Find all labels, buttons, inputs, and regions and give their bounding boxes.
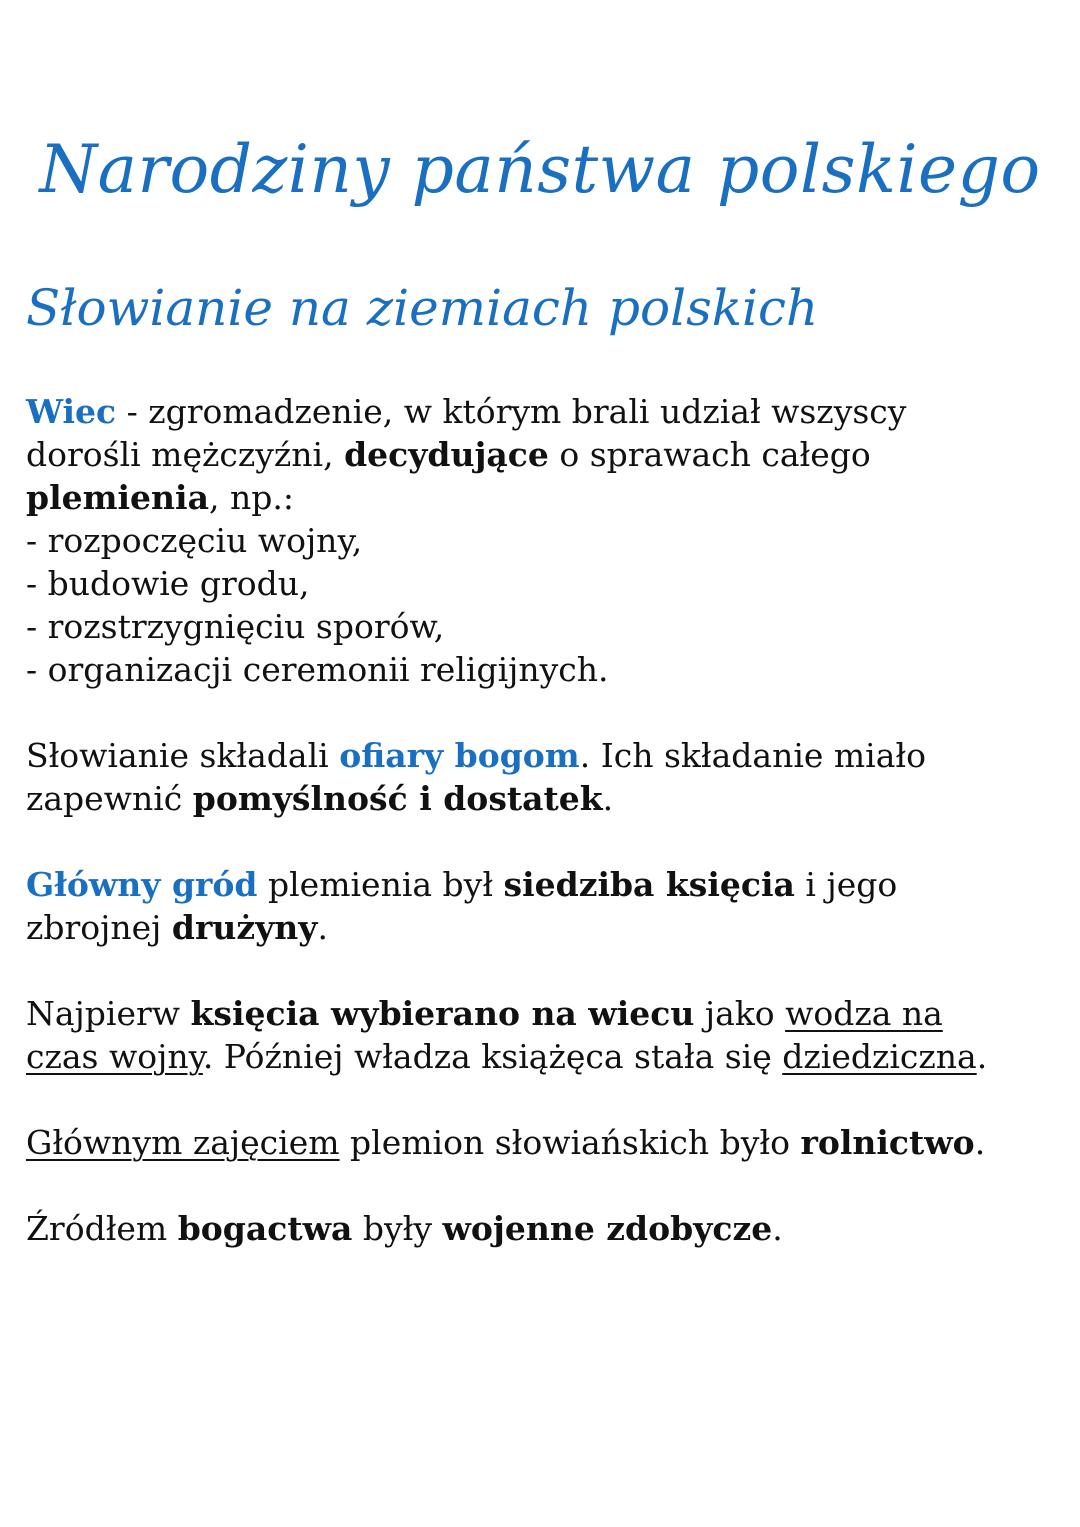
text: o sprawach całego xyxy=(548,435,871,474)
text: plemion słowiańskich było xyxy=(339,1123,801,1162)
bold-text: księcia wybierano na wiecu xyxy=(190,994,695,1033)
bold-text: plemienia xyxy=(26,478,209,517)
text: Źródłem xyxy=(26,1209,178,1248)
page-title: Narodziny państwa polskiego xyxy=(39,131,1041,208)
text: zbrojnej xyxy=(26,908,172,947)
text: - zgromadzenie, w którym brali udział wszyscy xyxy=(116,392,907,431)
text: , np.: xyxy=(208,478,294,517)
text: . Ich składanie miało xyxy=(579,736,926,775)
paragraph-wiec xyxy=(26,390,1066,691)
line xyxy=(26,734,1066,777)
line xyxy=(26,863,1066,906)
bold-text: drużyny xyxy=(171,908,318,947)
bold-text: pomyślność i dostatek xyxy=(192,779,603,818)
bold-text: rolnictwo xyxy=(800,1123,975,1162)
bold-text: siedziba księcia xyxy=(503,865,795,904)
line xyxy=(26,476,1066,519)
line xyxy=(26,1121,1066,1164)
text: Najpierw xyxy=(26,994,191,1033)
text: . Później władza książęca stała się xyxy=(202,1037,783,1076)
bold-text: decydujące xyxy=(344,435,549,474)
paragraph-ofiary xyxy=(26,734,1066,820)
text: zapewnić xyxy=(26,779,193,818)
text: . xyxy=(976,1037,988,1076)
line xyxy=(26,433,1066,476)
list-item: - organizacji ceremonii religijnych. xyxy=(26,650,609,689)
section-heading: Słowianie na ziemiach polskich xyxy=(26,279,819,337)
line xyxy=(26,390,1066,433)
list-item: - budowie grodu, xyxy=(26,564,310,603)
underlined-text: wodza na xyxy=(785,994,943,1033)
text: Słowianie składali xyxy=(26,736,340,775)
list-item: - rozstrzygnięciu sporów, xyxy=(26,607,445,646)
underlined-text: czas wojny xyxy=(26,1037,203,1076)
list-item: - rozpoczęciu wojny, xyxy=(26,521,363,560)
line xyxy=(26,777,1066,820)
text: . xyxy=(602,779,614,818)
text: . xyxy=(974,1123,986,1162)
underlined-text: Głównym zajęciem xyxy=(26,1123,340,1162)
paragraph-ksiaze xyxy=(26,992,1066,1078)
text: plemienia był xyxy=(257,865,504,904)
text: . xyxy=(772,1209,783,1248)
term-ofiary-bogom: ofiary bogom xyxy=(339,736,580,775)
notes-content xyxy=(26,390,1066,1250)
bold-text: bogactwa xyxy=(177,1209,353,1248)
line xyxy=(26,1207,1066,1250)
paragraph-grod xyxy=(26,863,1066,949)
paragraph-rolnictwo xyxy=(26,1121,1066,1164)
term-glowny-grod: Główny gród xyxy=(26,865,258,904)
paragraph-bogactwo xyxy=(26,1207,1066,1250)
line xyxy=(26,906,1066,949)
term-wiec: Wiec xyxy=(26,392,117,431)
text: . xyxy=(317,908,328,947)
underlined-text: dziedziczna xyxy=(782,1037,977,1076)
bold-text: wojenne zdobycze xyxy=(442,1209,773,1248)
text: i jego xyxy=(794,865,898,904)
line xyxy=(26,992,1066,1035)
text: dorośli mężczyźni, xyxy=(26,435,345,474)
text: były xyxy=(352,1209,443,1248)
text: jako xyxy=(694,994,786,1033)
line xyxy=(26,1035,1066,1078)
